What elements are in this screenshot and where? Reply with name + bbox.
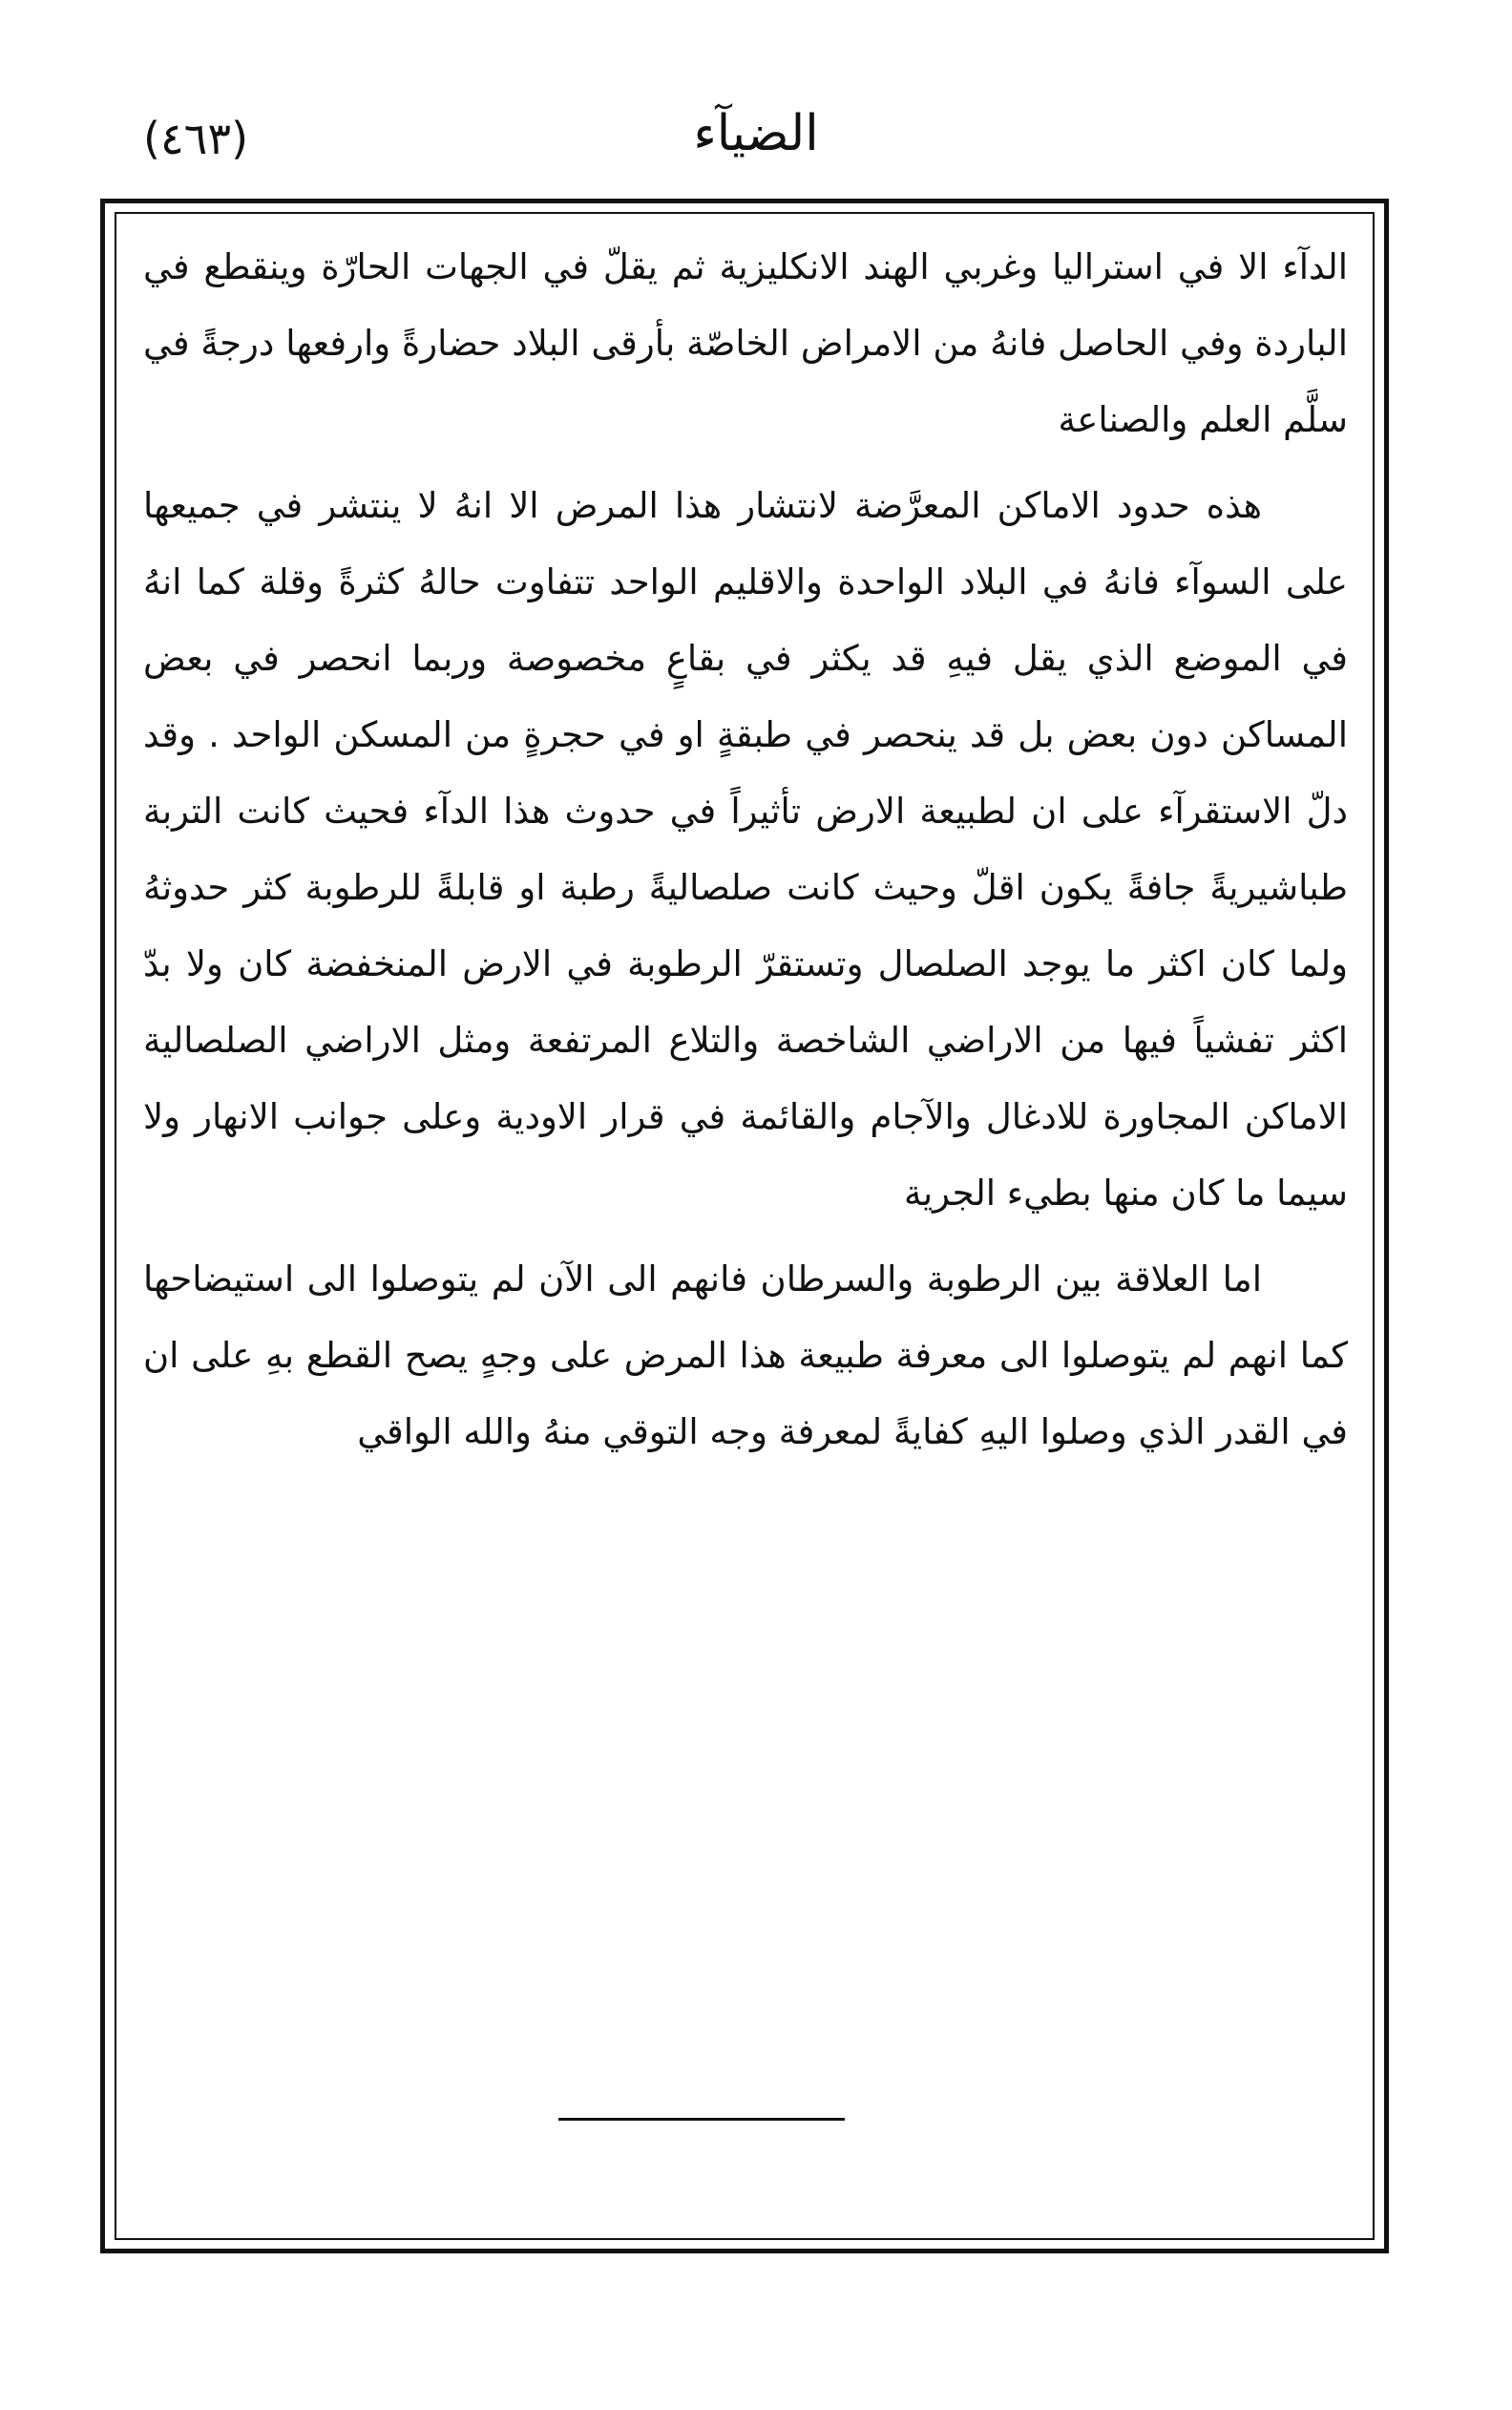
running-title: الضيآء [693,105,819,162]
page-number: (٤٦٣) [143,113,249,164]
paragraph-1: الدآء الا في استراليا وغربي الهند الانكليزية ثم يقلّ في الجهات الحارّة وينقطع في الباردة وفي الحاصل فانهُ من الامراض الخاصّة بأرقى البلاد حضارةً وارفعها درجةً في سلَّم العلم والصناعة [143,246,1348,440]
paragraph-3: اما العلاقة بين الرطوبة والسرطان فانهم الى الآن لم يتوصلوا الى استيضاحها كما انهم لم يتوصلوا الى معرفة طبيعة هذا المرض على وجهٍ يصح القطع بهِ على ان في القدر الذي وصلوا اليهِ كفايةً لمعرفة وجه التوقي منهُ والله الواقي [143,1258,1348,1452]
end-of-article-rule [558,2118,845,2121]
paragraph-2: هذه حدود الاماكن المعرَّضة لانتشار هذا المرض الا انهُ لا ينتشر في جميعها على السوآء فانهُ في البلاد الواحدة والاقليم الواحد تتفاوت حالهُ كثرةً وقلة كما انهُ في الموضع الذي يقل فيهِ قد يكثر في بقاعٍ مخصوصة وربما انحصر في بعض المساكن دون بعض بل قد ينحصر في طبقةٍ او في حجرةٍ من المسكن الواحد . وقد دلّ الاستقرآء على ان لطبيعة الارض تأثيراً في حدوث هذا الدآء فحيث كانت التربة طباشيريةً جافةً يكون اقلّ وحيث كانت صلصاليةً رطبة او قابلةً للرطوبة كثر حدوثهُ ولما كان اكثر ما يوجد الصلصال وتستقرّ الرطوبة في الارض المنخفضة كان ولا بدّ اكثر تفشياً فيها من الاراضي الشاخصة والتلاع المرتفعة ومثل الاراضي الصلصالية الاماكن المجاورة للادغال والآجام والقائمة في قرار الاودية وعلى جوانب الانهار ولا سيما ما كان منها بطيء الجرية [143,485,1348,1214]
article-body [143,229,1348,1470]
